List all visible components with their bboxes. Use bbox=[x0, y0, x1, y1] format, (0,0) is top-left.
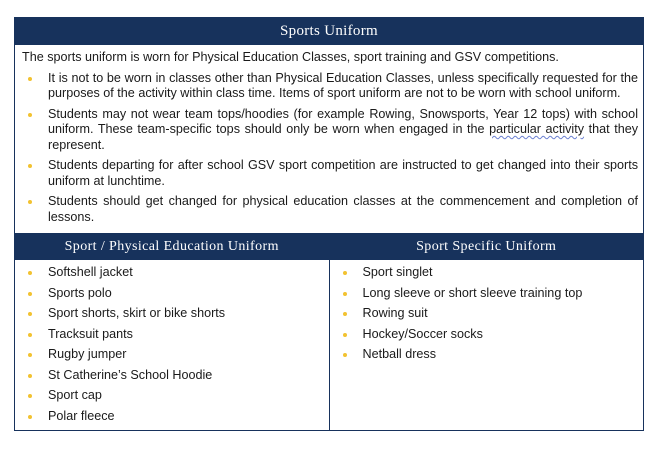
bullet-icon bbox=[28, 374, 32, 378]
pe-uniform-list bbox=[22, 265, 325, 424]
pe-uniform-body bbox=[15, 260, 329, 430]
intro-text: The sports uniform is worn for Physical Education Classes, sport training and GSV competitions. bbox=[22, 50, 559, 64]
bullet-icon bbox=[28, 394, 32, 398]
list-item-text: Long sleeve or short sleeve training top bbox=[362, 285, 583, 300]
rules-list bbox=[22, 71, 638, 226]
rule-text: Students departing for after school GSV sport competition are instructed to get changed into their sports uniform at lunchtime. bbox=[48, 158, 638, 188]
spellcheck-marked-text: particular activity bbox=[489, 122, 585, 136]
list-item-text: Rowing suit bbox=[362, 306, 428, 320]
pe-uniform-column bbox=[15, 234, 330, 430]
sport-specific-list bbox=[337, 265, 640, 362]
table-title bbox=[15, 18, 643, 45]
rule-text: It is not to be worn in classes other than Physical Education Classes, unless specifically requested for the purposes of the activity within class time. Items of sport uniform are not to be worn with school uniform. bbox=[48, 70, 638, 100]
sport-specific-column bbox=[330, 234, 644, 430]
bullet-icon bbox=[28, 200, 32, 204]
list-item-text: Sport cap bbox=[48, 388, 102, 402]
rule-item bbox=[48, 158, 638, 189]
list-item-text: St Catherine’s School Hoodie bbox=[48, 367, 213, 382]
bullet-icon bbox=[28, 271, 32, 275]
list-item-text: Polar fleece bbox=[48, 408, 115, 423]
rule-item bbox=[48, 194, 638, 225]
list-item bbox=[363, 327, 640, 342]
bullet-icon bbox=[343, 271, 347, 275]
list-item-text: Sport singlet bbox=[362, 265, 433, 279]
bullet-icon bbox=[28, 77, 32, 81]
uniform-columns bbox=[15, 233, 643, 430]
list-item bbox=[363, 286, 640, 301]
list-item-text: Sport shorts, skirt or bike shorts bbox=[48, 306, 226, 320]
list-item bbox=[48, 347, 325, 362]
bullet-icon bbox=[28, 353, 32, 357]
intro-section bbox=[15, 45, 643, 233]
list-item bbox=[48, 368, 325, 383]
bullet-icon bbox=[28, 333, 32, 337]
list-item bbox=[48, 286, 325, 301]
bullet-icon bbox=[28, 113, 32, 117]
list-item bbox=[48, 409, 325, 424]
list-item-text: Netball dress bbox=[362, 347, 436, 361]
list-item bbox=[48, 388, 325, 403]
list-item-text: Rugby jumper bbox=[48, 347, 127, 361]
list-item-text: Sports polo bbox=[48, 285, 112, 300]
sport-specific-heading bbox=[330, 234, 644, 260]
pe-uniform-heading-text: Sport / Physical Education Uniform bbox=[64, 239, 279, 254]
bullet-icon bbox=[343, 312, 347, 316]
bullet-icon bbox=[343, 333, 347, 337]
bullet-icon bbox=[343, 292, 347, 296]
list-item bbox=[363, 265, 640, 280]
rule-item bbox=[48, 107, 638, 154]
list-item bbox=[48, 327, 325, 342]
bullet-icon bbox=[28, 164, 32, 168]
bullet-icon bbox=[343, 353, 347, 357]
sport-specific-body bbox=[330, 260, 644, 430]
bullet-icon bbox=[28, 292, 32, 296]
sport-specific-heading-text: Sport Specific Uniform bbox=[416, 239, 557, 254]
pe-uniform-heading bbox=[15, 234, 329, 260]
table-title-text: Sports Uniform bbox=[280, 23, 378, 39]
rule-text-part: that they represent. bbox=[48, 122, 638, 152]
list-item bbox=[363, 347, 640, 362]
bullet-icon bbox=[28, 312, 32, 316]
list-item-text: Tracksuit pants bbox=[48, 326, 133, 341]
rule-text: Students should get changed for physical education classes at the commencement and completion of lessons. bbox=[48, 194, 638, 224]
list-item bbox=[48, 306, 325, 321]
list-item-text: Hockey/Soccer socks bbox=[362, 326, 483, 341]
list-item bbox=[48, 265, 325, 280]
list-item-text: Softshell jacket bbox=[48, 265, 133, 279]
rule-item bbox=[48, 71, 638, 102]
list-item bbox=[363, 306, 640, 321]
rule-text-part: Students may not wear team tops/hoodies (for example Rowing, Snowsports, Year 12 tops) with school uniform. These team-specific tops should only be worn when engaged in the bbox=[48, 106, 638, 136]
rule-text bbox=[48, 107, 638, 152]
bullet-icon bbox=[28, 415, 32, 419]
sports-uniform-table bbox=[14, 17, 644, 431]
